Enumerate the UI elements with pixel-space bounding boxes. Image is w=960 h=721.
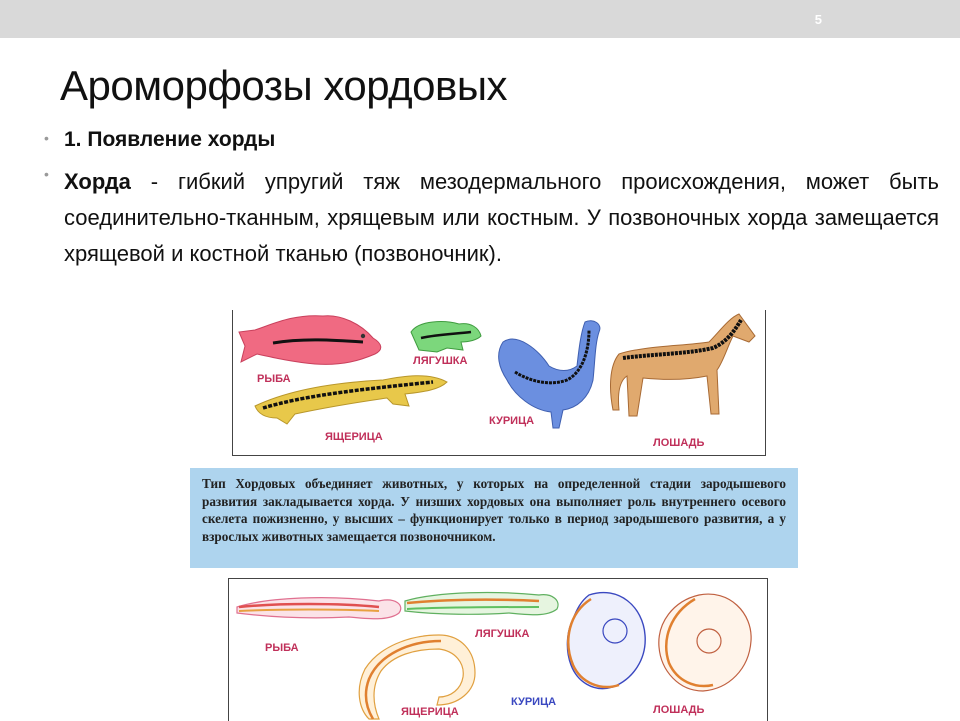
horse-embryo-icon — [659, 594, 751, 691]
bullet-list — [44, 128, 944, 284]
bullet-dot-icon: • — [44, 166, 49, 182]
fish-embryo-label: РЫБА — [265, 642, 299, 654]
slide-number: 5 — [814, 12, 822, 27]
chord-definition — [64, 164, 939, 272]
header-band — [0, 0, 960, 38]
lizard-embryo-label: ЯЩЕРИЦА — [401, 706, 459, 718]
chicken-icon — [499, 321, 600, 428]
frog-embryo-icon — [405, 593, 558, 615]
chordata-info-box: Тип Хордовых объединяет животных, у которых на определенной стадии зародышевого развития закладывается хорда. У низших хордовых она выполняет роль внутреннего осевого скелета пожизненно, у высших – функционирует только в период зародышевого развития, а у взрослых животных замещается позвоночником. — [190, 468, 798, 568]
horse-icon — [611, 314, 755, 416]
horse-embryo-label: ЛОШАДЬ — [653, 704, 705, 716]
embryos-figure — [228, 578, 768, 721]
frog-icon — [411, 322, 481, 352]
frog-label: ЛЯГУШКА — [413, 355, 468, 367]
adult-animals-illustration — [233, 310, 765, 455]
fish-icon — [239, 316, 381, 365]
bullet-item — [44, 128, 944, 152]
lizard-label: ЯЩЕРИЦА — [325, 431, 383, 443]
bullet-dot-icon: • — [44, 130, 49, 146]
chord-definition-text: - гибкий упругий тяж мезодермального происхождения, может быть соединительно-тканным, хрящевым или костным. У позвоночных хорда замещается хрящевой и костной тканью (позвоночник). — [64, 169, 939, 266]
fish-label: РЫБА — [257, 373, 291, 385]
adult-animals-figure — [232, 310, 766, 456]
bullet-chord-appearance: 1. Появление хорды — [64, 128, 276, 151]
chicken-embryo-icon — [567, 593, 645, 689]
chord-term: Хорда — [64, 169, 131, 194]
embryos-illustration — [229, 579, 767, 721]
horse-label: ЛОШАДЬ — [653, 437, 705, 449]
bullet-item — [44, 164, 944, 272]
frog-embryo-label: ЛЯГУШКА — [475, 628, 530, 640]
fish-embryo-icon — [237, 598, 401, 619]
slide-title: Ароморфозы хордовых — [60, 62, 508, 109]
chicken-label: КУРИЦА — [489, 415, 535, 427]
chicken-embryo-label: КУРИЦА — [511, 696, 557, 708]
